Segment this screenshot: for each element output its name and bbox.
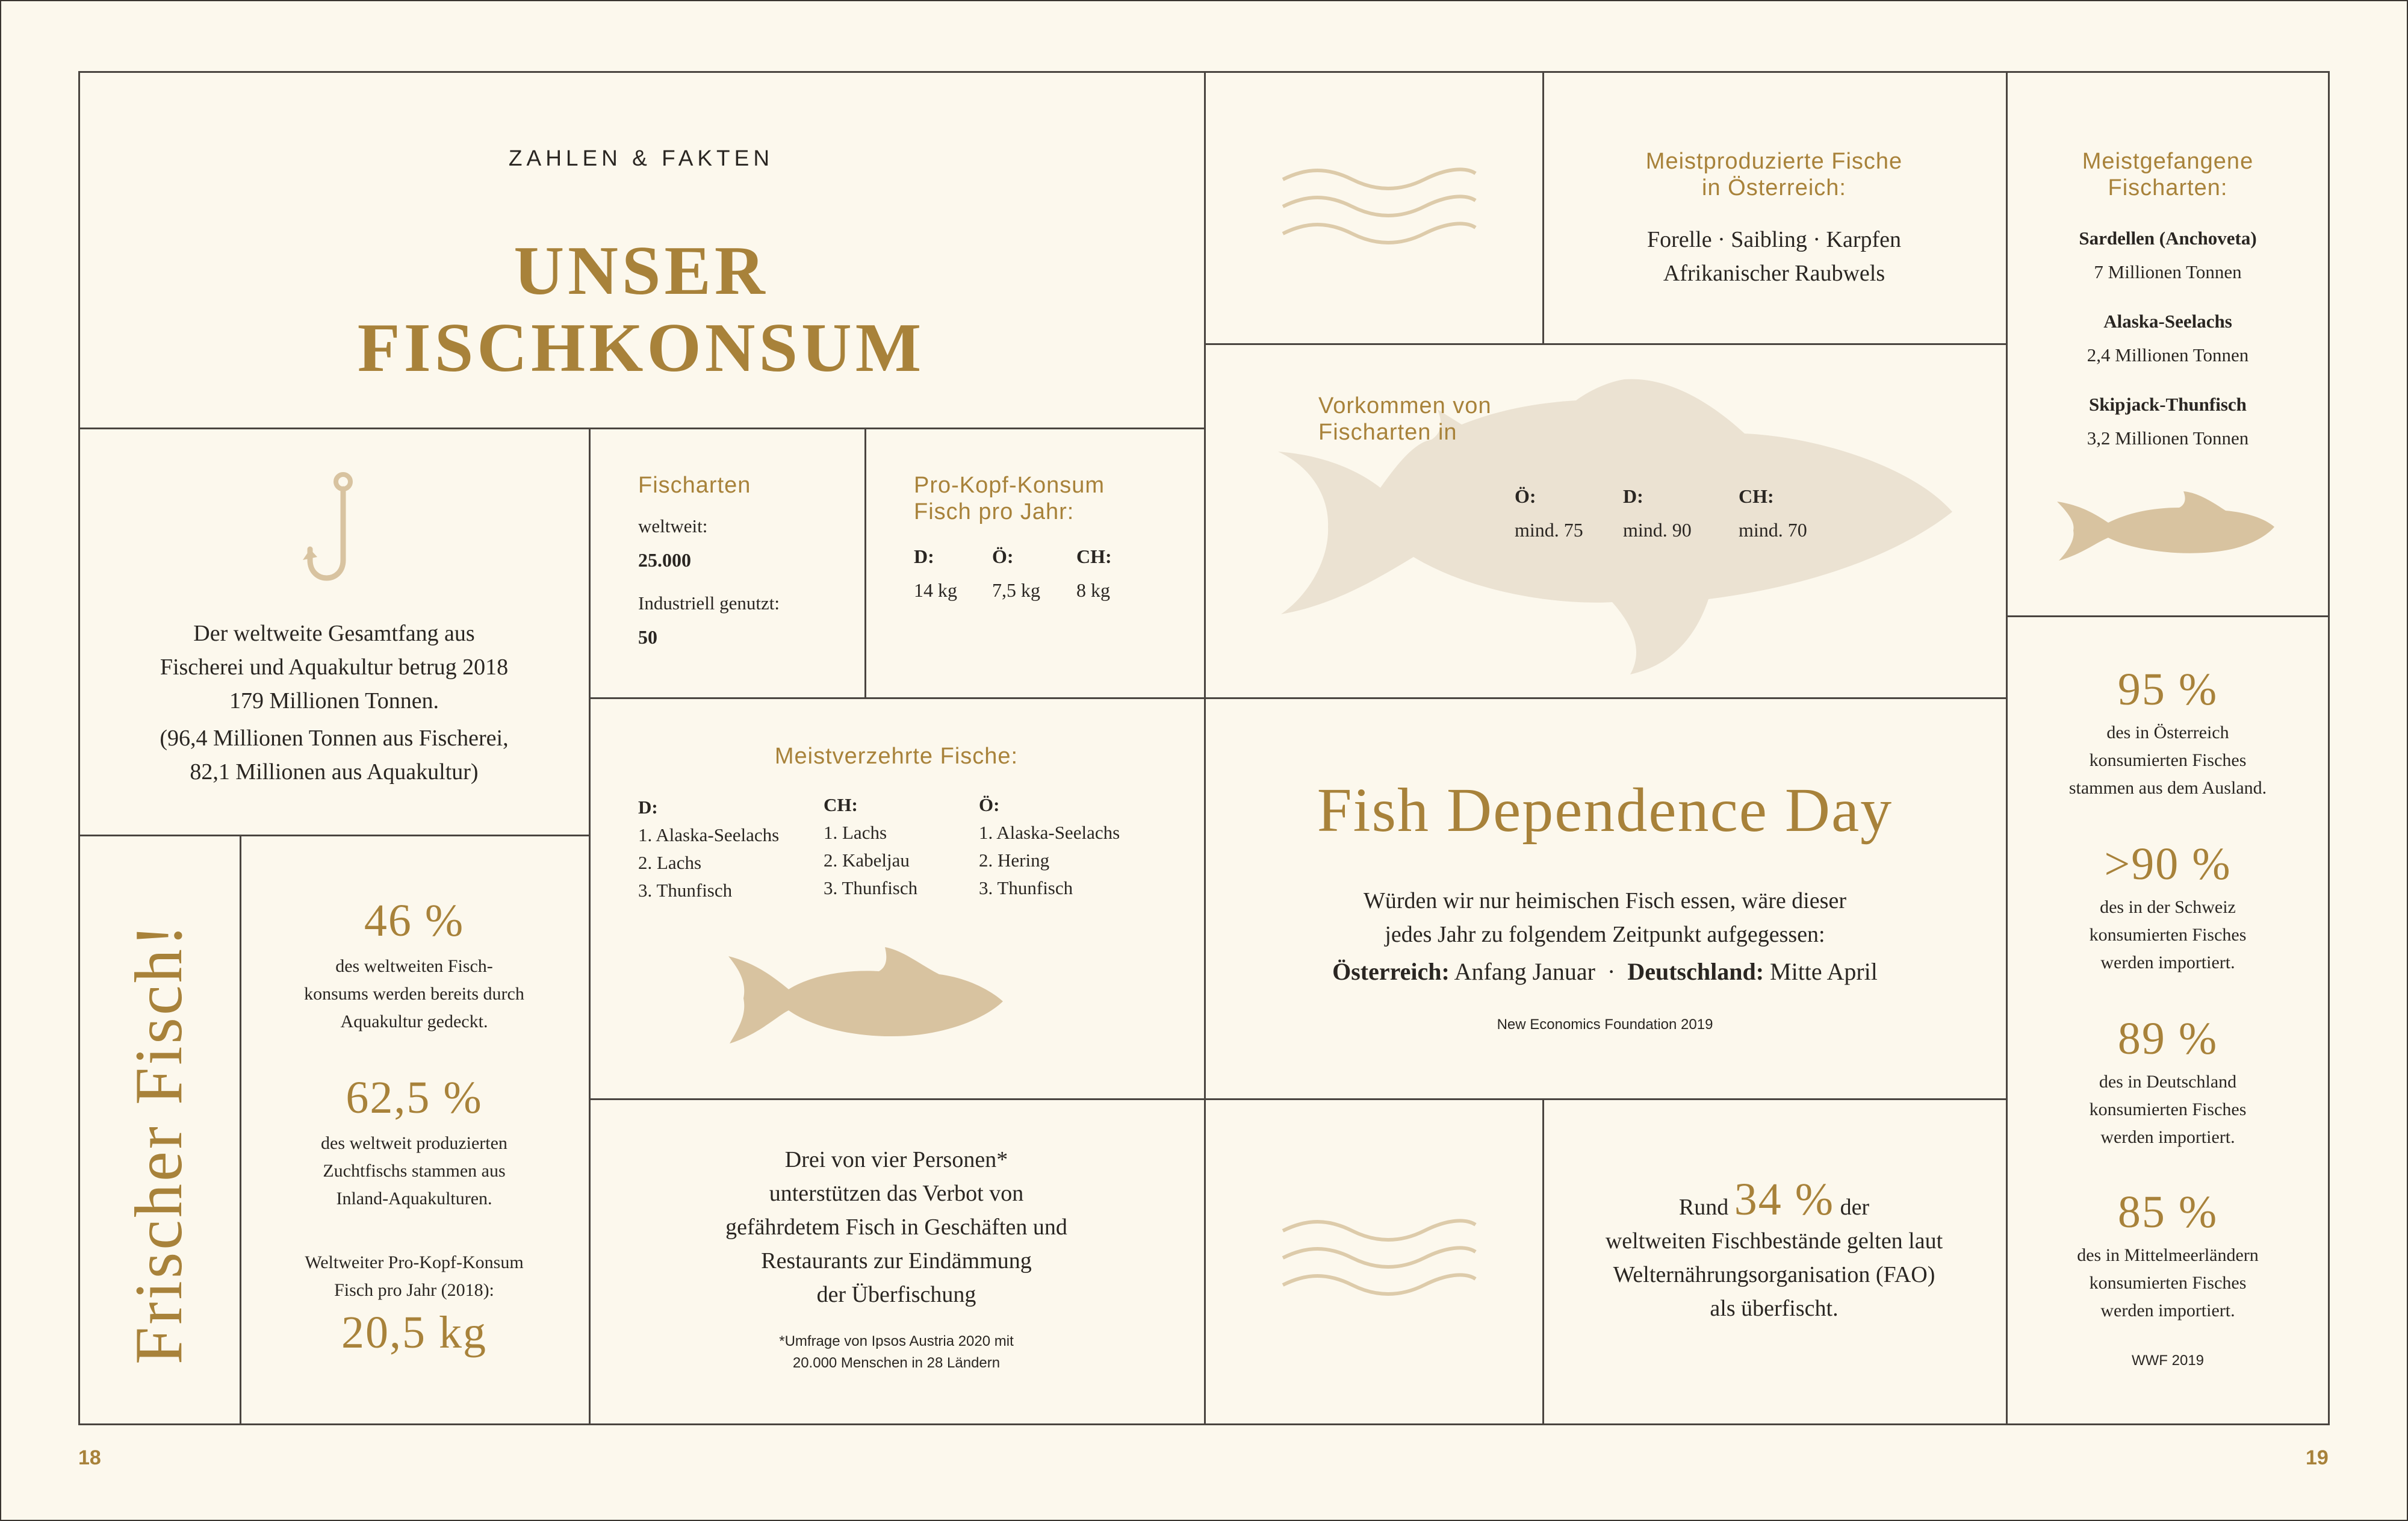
imports-cell <box>2006 615 2330 1425</box>
occurrence-cell <box>1204 343 2006 697</box>
overfished-value: 34 % <box>1734 1174 1835 1225</box>
per-capita-head-at: Ö: <box>992 546 1014 567</box>
most-eaten-label: Meistverzehrte Fische: <box>774 744 1019 769</box>
dependence-text <box>1204 884 2006 989</box>
produced-text <box>1542 223 2006 290</box>
text-line: stammen aus dem Ausland. <box>2068 778 2267 798</box>
label-line: Meistproduzierte Fische <box>1645 149 1903 174</box>
header-cell <box>78 71 1204 428</box>
text-line: jedes Jahr zu folgendem Zeitpunkt aufgegessen: <box>1385 922 1825 947</box>
fish-hook-icon <box>298 470 376 596</box>
text-line: Weltweiter Pro-Kopf-Konsum <box>305 1252 524 1272</box>
label-line: Fisch pro Jahr: <box>914 499 1075 524</box>
dependence-source: New Economics Foundation 2019 <box>1497 1016 1713 1033</box>
text-line: Fisch pro Jahr (2018): <box>334 1280 494 1300</box>
most-eaten-col-at <box>979 791 1120 902</box>
date-label: Deutschland: <box>1627 958 1764 985</box>
text-line: des in der Schweiz <box>2100 897 2236 917</box>
per-capita-cell <box>864 428 1204 697</box>
species-world-label: weltweit: <box>638 515 708 537</box>
import-text <box>2006 894 2330 977</box>
produced-cell <box>1542 71 2006 343</box>
caught-value: 3,2 Millionen Tonnen <box>2087 428 2249 449</box>
text-line: Würden wir nur heimischen Fisch essen, wäre dieser <box>1364 888 1846 913</box>
text-line: werden importiert. <box>2100 1301 2235 1320</box>
tuna-icon <box>2054 490 2277 568</box>
text-line: Restaurants zur Eindämmung <box>761 1248 1032 1274</box>
fresh-stats-cell <box>240 835 589 1425</box>
text-line: konsumierten Fisches <box>2089 750 2247 770</box>
occurrence-value-at: mind. 75 <box>1515 519 1583 541</box>
most-eaten-cell <box>589 697 1204 1098</box>
occurrence-head-d: D: <box>1623 485 1643 507</box>
text-line: Inland-Aquakulturen. <box>336 1189 492 1208</box>
overfished-first-line <box>1542 1174 2006 1225</box>
dependence-dates <box>1204 955 2006 989</box>
dependence-cell <box>1204 697 2006 1098</box>
label-line: Vorkommen von <box>1318 393 1492 418</box>
per-capita-value-at: 7,5 kg <box>992 579 1040 601</box>
text-line: des in Deutschland <box>2099 1072 2237 1092</box>
caught-cell <box>2006 71 2330 615</box>
stat-text <box>240 1130 589 1213</box>
text-fragment: der <box>1840 1195 1870 1220</box>
import-value: 89 % <box>2117 1013 2218 1064</box>
produced-label <box>1542 148 2006 201</box>
stat-value: 20,5 kg <box>341 1307 487 1358</box>
text-line: Drei von vier Personen* <box>784 1147 1008 1172</box>
survey-footnote <box>589 1331 1204 1374</box>
fresh-vertical-cell <box>78 835 240 1425</box>
list-item: 3. Thunfisch <box>638 880 733 901</box>
per-capita-head-ch: CH: <box>1076 546 1112 567</box>
text-line: werden importiert. <box>2100 1127 2235 1147</box>
list-item: 1. Alaska-Seelachs <box>979 822 1120 843</box>
title-line: UNSER <box>514 232 769 309</box>
text-line: des weltweiten Fisch- <box>335 956 493 976</box>
fresh-vertical-title: Frischer Fisch! <box>122 921 196 1364</box>
species-world-value: 25.000 <box>638 549 691 571</box>
dependence-title: Fish Dependence Day <box>1317 776 1893 845</box>
import-value: 85 % <box>2117 1187 2218 1237</box>
stat-value: 46 % <box>364 895 465 946</box>
col-head: Ö: <box>979 794 1000 815</box>
catch-cell <box>78 428 590 835</box>
text-line: Zuchtfischs stammen aus <box>323 1161 506 1181</box>
text-fragment: Rund <box>1678 1195 1729 1220</box>
col-head: CH: <box>824 794 858 815</box>
occurrence-value-ch: mind. 70 <box>1739 519 1807 541</box>
list-item: 1. Lachs <box>824 822 887 843</box>
eyebrow: ZAHLEN & FAKTEN <box>508 146 774 170</box>
per-capita-label <box>914 472 1105 525</box>
import-text <box>2006 1068 2330 1151</box>
text-line: 82,1 Millionen aus Aquakultur) <box>190 759 479 785</box>
species-cell <box>589 428 864 697</box>
occurrence-head-at: Ö: <box>1515 485 1536 507</box>
import-text <box>2006 1242 2330 1325</box>
survey-text <box>589 1143 1204 1311</box>
most-eaten-col-d <box>638 794 779 904</box>
text-line: gefährdetem Fisch in Geschäften und <box>725 1215 1067 1240</box>
list-item: 3. Thunfisch <box>824 877 918 898</box>
label-line: Pro-Kopf-Konsum <box>914 473 1105 498</box>
caught-label <box>2006 148 2330 201</box>
text-line: konsums werden bereits durch <box>304 984 524 1004</box>
occurrence-head-ch: CH: <box>1739 485 1774 507</box>
survey-cell <box>589 1098 1204 1425</box>
list-item: 3. Thunfisch <box>979 877 1073 898</box>
text-line: 179 Millionen Tonnen. <box>229 688 439 714</box>
text-line: werden importiert. <box>2100 953 2235 972</box>
import-value: 95 % <box>2117 664 2218 715</box>
label-line: Fischarten: <box>2108 175 2228 201</box>
caught-value: 7 Millionen Tonnen <box>2094 261 2242 282</box>
text-line: Forelle · Saibling · Karpfen <box>1646 227 1902 252</box>
salmon-icon <box>722 944 1005 1053</box>
page-number-left: 18 <box>78 1446 101 1469</box>
waves-icon <box>1280 1219 1479 1303</box>
most-eaten-col-ch <box>824 791 917 902</box>
page-title <box>78 232 1204 387</box>
label-line: Fischarten in <box>1318 420 1457 445</box>
list-item: 1. Alaska-Seelachs <box>638 824 780 845</box>
text-line: des in Mittelmeerländern <box>2077 1245 2259 1265</box>
text-line: weltweiten Fischbestände gelten laut <box>1605 1228 1943 1254</box>
text-line: Afrikanischer Raubwels <box>1663 261 1885 286</box>
list-item: 2. Kabeljau <box>824 850 910 871</box>
waves-cell-top <box>1204 71 1542 343</box>
caught-name: Alaska-Seelachs <box>2103 311 2232 332</box>
text-line: konsumierten Fisches <box>2089 1100 2247 1119</box>
imports-source: WWF 2019 <box>2131 1352 2205 1369</box>
page-number-right: 19 <box>2306 1446 2329 1469</box>
text-line: unterstützen das Verbot von <box>769 1181 1024 1206</box>
text-line: *Umfrage von Ipsos Austria 2020 mit <box>779 1333 1014 1349</box>
date-label: Österreich: <box>1332 958 1450 985</box>
species-industrial-label: Industriell genutzt: <box>638 593 780 614</box>
text-line: Der weltweite Gesamtfang aus <box>193 621 475 646</box>
caught-list <box>2006 222 2330 455</box>
text-line: konsumierten Fisches <box>2089 925 2247 945</box>
waves-icon <box>1280 167 1479 252</box>
list-item: 2. Lachs <box>638 852 702 873</box>
stat-text <box>240 1249 589 1304</box>
import-value: >90 % <box>2104 839 2232 889</box>
text-line: konsumierten Fisches <box>2089 1273 2247 1293</box>
list-item: 2. Hering <box>979 850 1050 871</box>
catch-text <box>78 617 590 789</box>
text-line: Welternährungsorganisation (FAO) <box>1613 1262 1935 1287</box>
text-line: des weltweit produzierten <box>321 1133 507 1153</box>
stat-value: 62,5 % <box>346 1072 483 1123</box>
text-line: des in Österreich <box>2106 723 2229 742</box>
caught-name: Sardellen (Anchoveta) <box>2079 228 2257 249</box>
overfished-cell <box>1542 1098 2006 1425</box>
overfished-text <box>1542 1174 2006 1325</box>
waves-cell-bottom <box>1204 1098 1542 1425</box>
label-line: in Österreich: <box>1702 175 1846 201</box>
text-line: als überfischt. <box>1710 1296 1839 1321</box>
species-label: Fischarten <box>638 473 751 498</box>
date-value: Anfang Januar <box>1454 958 1595 985</box>
text-line: 20.000 Menschen in 28 Ländern <box>792 1355 1001 1371</box>
text-line: der Überfischung <box>816 1282 976 1307</box>
text-line: Aquakultur gedeckt. <box>340 1012 488 1031</box>
per-capita-value-ch: 8 kg <box>1076 579 1110 601</box>
per-capita-head-d: D: <box>914 546 934 567</box>
col-head: D: <box>638 797 658 818</box>
date-value: Mitte April <box>1770 958 1878 985</box>
per-capita-value-d: 14 kg <box>914 579 957 601</box>
occurrence-value-d: mind. 90 <box>1623 519 1692 541</box>
caught-name: Skipjack-Thunfisch <box>2089 394 2247 415</box>
separator: · <box>1607 958 1616 985</box>
stat-text <box>240 953 589 1036</box>
species-industrial-value: 50 <box>638 626 657 648</box>
label-line: Meistgefangene <box>2082 149 2254 174</box>
occurrence-label <box>1318 393 1492 446</box>
text-line: Fischerei und Aquakultur betrug 2018 <box>160 655 509 680</box>
import-text <box>2006 719 2330 802</box>
title-line: FISCHKONSUM <box>357 309 925 387</box>
caught-value: 2,4 Millionen Tonnen <box>2087 344 2249 365</box>
text-line: (96,4 Millionen Tonnen aus Fischerei, <box>160 726 509 751</box>
